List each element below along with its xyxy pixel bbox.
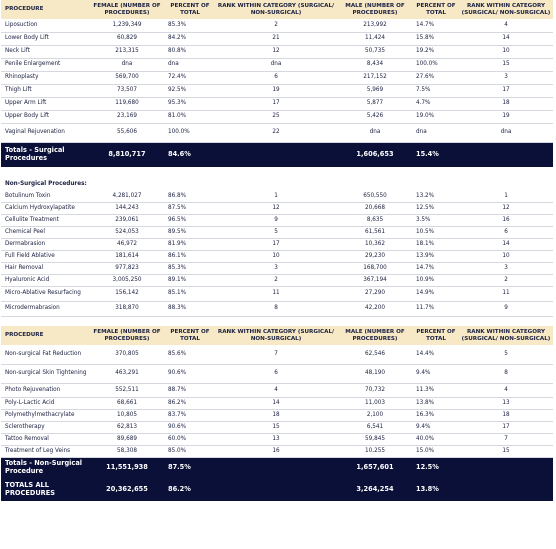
female-count: 55,606 <box>89 123 165 142</box>
header-female: FEMALE (NUMBER OF PROCEDURES) <box>89 326 165 345</box>
procedure-name: Neck Lift <box>1 45 89 58</box>
male-rank: 15 <box>459 58 553 71</box>
male-percent: 14.9% <box>413 286 459 301</box>
header-rank-male: RANK WITHIN CATEGORY (SURGICAL/ NON-SURGICAL) <box>459 0 553 19</box>
total-percent-female: 87.5% <box>165 457 215 478</box>
procedure-name: Sclerotherapy <box>1 421 89 433</box>
table-row <box>1 202 553 214</box>
header-percent-male: PERCENT OF TOTAL <box>413 0 459 19</box>
header-percent-female: PERCENT OF TOTAL <box>165 0 215 19</box>
female-rank: 18 <box>215 409 337 421</box>
male-rank: dna <box>459 123 553 142</box>
female-rank: 13 <box>215 433 337 445</box>
female-percent: 88.3% <box>165 301 215 316</box>
female-rank: 3 <box>215 262 337 274</box>
male-count: 8,635 <box>337 214 413 226</box>
male-count: 5,969 <box>337 84 413 97</box>
total-female: 11,551,938 <box>89 457 165 478</box>
procedure-name: Vaginal Rejuvenation <box>1 123 89 142</box>
male-rank: 10 <box>459 45 553 58</box>
procedure-name: Botulinum Toxin <box>1 190 89 202</box>
header-rank-female: RANK WITHIN CATEGORY (SURGICAL/ NON-SURGICAL) <box>215 326 337 345</box>
female-rank: 4 <box>215 383 337 397</box>
procedure-name: Photo Rejuvenation <box>1 383 89 397</box>
female-count: 213,315 <box>89 45 165 58</box>
male-rank: 8 <box>459 364 553 383</box>
male-rank: 1 <box>459 190 553 202</box>
male-count: 367,194 <box>337 274 413 286</box>
male-count: 61,561 <box>337 226 413 238</box>
male-percent: 10.5% <box>413 226 459 238</box>
female-rank: 2 <box>215 274 337 286</box>
procedure-name: Treatment of Leg Veins <box>1 445 89 457</box>
male-rank: 13 <box>459 397 553 409</box>
header-rank-female: RANK WITHIN CATEGORY (SURGICAL/ NON-SURGICAL) <box>215 0 337 19</box>
female-rank: 6 <box>215 364 337 383</box>
male-percent: 14.7% <box>413 19 459 32</box>
male-percent: 9.4% <box>413 364 459 383</box>
male-rank: 9 <box>459 301 553 316</box>
table-row <box>1 345 553 364</box>
male-rank: 3 <box>459 71 553 84</box>
female-rank: 22 <box>215 123 337 142</box>
table-row <box>1 123 553 142</box>
female-count: 23,169 <box>89 110 165 123</box>
male-rank: 5 <box>459 345 553 364</box>
procedure-name: Upper Arm Lift <box>1 97 89 110</box>
male-percent: 100.0% <box>413 58 459 71</box>
procedure-name: Liposuction <box>1 19 89 32</box>
table-row <box>1 262 553 274</box>
header-female: FEMALE (NUMBER OF PROCEDURES) <box>89 0 165 19</box>
table-row <box>1 238 553 250</box>
female-rank: 6 <box>215 71 337 84</box>
female-percent: 96.5% <box>165 214 215 226</box>
nonsurgical-section-title: Non-Surgical Procedures: <box>5 181 87 188</box>
nonsurgical-rows-2 <box>1 345 553 457</box>
nonsurgical-total-row <box>1 457 553 478</box>
procedure-name: Full Field Ablative <box>1 250 89 262</box>
total-percent-male: 15.4% <box>413 142 459 167</box>
female-percent: 83.7% <box>165 409 215 421</box>
table-row <box>1 286 553 301</box>
female-rank: 19 <box>215 84 337 97</box>
male-rank: 17 <box>459 84 553 97</box>
female-count: 552,511 <box>89 383 165 397</box>
procedure-name: Polymethylmethacrylate <box>1 409 89 421</box>
male-percent: 16.3% <box>413 409 459 421</box>
header-male: MALE (NUMBER OF PROCEDURES) <box>337 0 413 19</box>
male-count: 168,700 <box>337 262 413 274</box>
procedure-name: Lower Body Lift <box>1 32 89 45</box>
male-percent: 11.3% <box>413 383 459 397</box>
procedure-name: Calcium Hydroxylapatite <box>1 202 89 214</box>
female-rank: 17 <box>215 238 337 250</box>
male-percent: 15.0% <box>413 445 459 457</box>
male-count: 213,992 <box>337 19 413 32</box>
male-rank: 6 <box>459 226 553 238</box>
table-row <box>1 364 553 383</box>
female-percent: 85.6% <box>165 345 215 364</box>
female-count: dna <box>89 58 165 71</box>
female-count: 10,805 <box>89 409 165 421</box>
total-rank-male <box>459 142 553 167</box>
male-rank: 14 <box>459 238 553 250</box>
male-percent: 13.2% <box>413 190 459 202</box>
procedure-name: Dermabrasion <box>1 238 89 250</box>
male-count: 27,290 <box>337 286 413 301</box>
table-row <box>1 58 553 71</box>
procedure-name: Chemical Peel <box>1 226 89 238</box>
table-row <box>1 445 553 457</box>
nonsurgical-rows-1 <box>1 190 553 316</box>
female-count: 58,308 <box>89 445 165 457</box>
female-count: 62,813 <box>89 421 165 433</box>
female-rank: 7 <box>215 345 337 364</box>
male-count: 10,255 <box>337 445 413 457</box>
total-label: Totals - Surgical Procedures <box>1 142 89 167</box>
male-count: 2,100 <box>337 409 413 421</box>
female-rank: 9 <box>215 214 337 226</box>
female-percent: 88.7% <box>165 383 215 397</box>
male-count: 42,200 <box>337 301 413 316</box>
female-count: 144,243 <box>89 202 165 214</box>
male-rank: 16 <box>459 214 553 226</box>
female-rank: 17 <box>215 97 337 110</box>
grand-total-percent-male: 13.8% <box>413 478 459 501</box>
female-percent: 60.0% <box>165 433 215 445</box>
male-rank: 3 <box>459 262 553 274</box>
female-percent: 86.8% <box>165 190 215 202</box>
female-count: 46,972 <box>89 238 165 250</box>
male-percent: 10.9% <box>413 274 459 286</box>
female-count: 68,661 <box>89 397 165 409</box>
female-count: 181,614 <box>89 250 165 262</box>
female-count: 524,053 <box>89 226 165 238</box>
female-count: 463,291 <box>89 364 165 383</box>
male-rank: 18 <box>459 409 553 421</box>
female-rank: 8 <box>215 301 337 316</box>
male-count: 8,434 <box>337 58 413 71</box>
female-count: 569,700 <box>89 71 165 84</box>
table-row <box>1 250 553 262</box>
table-row <box>1 32 553 45</box>
total-female: 8,810,717 <box>89 142 165 167</box>
male-rank: 2 <box>459 274 553 286</box>
male-count: 20,668 <box>337 202 413 214</box>
table-header <box>1 0 553 19</box>
female-count: 89,689 <box>89 433 165 445</box>
table-row <box>1 71 553 84</box>
table-header-2 <box>1 326 553 345</box>
female-count: 239,061 <box>89 214 165 226</box>
procedure-name: Cellulite Treatment <box>1 214 89 226</box>
female-percent: 85.1% <box>165 286 215 301</box>
female-rank: dna <box>215 58 337 71</box>
table-row <box>1 226 553 238</box>
female-rank: 25 <box>215 110 337 123</box>
female-rank: 15 <box>215 421 337 433</box>
table-row <box>1 190 553 202</box>
female-percent: 86.1% <box>165 250 215 262</box>
procedure-name: Tattoo Removal <box>1 433 89 445</box>
total-male: 1,657,601 <box>337 457 413 478</box>
female-percent: 89.5% <box>165 226 215 238</box>
header-rank-male: RANK WITHIN CATEGORY (SURGICAL/ NON-SURGICAL) <box>459 326 553 345</box>
table-row <box>1 45 553 58</box>
total-rank-female <box>215 142 337 167</box>
female-percent: 85.3% <box>165 262 215 274</box>
table-row <box>1 383 553 397</box>
female-percent: 84.2% <box>165 32 215 45</box>
total-label: Totals - Non-Surgical Procedure <box>1 457 89 478</box>
female-rank: 2 <box>215 19 337 32</box>
male-percent: 27.6% <box>413 71 459 84</box>
total-percent-female: 84.6% <box>165 142 215 167</box>
procedures-table <box>1 0 553 501</box>
male-percent: 13.9% <box>413 250 459 262</box>
male-rank: 14 <box>459 32 553 45</box>
male-count: 50,735 <box>337 45 413 58</box>
male-percent: 4.7% <box>413 97 459 110</box>
male-count: 11,424 <box>337 32 413 45</box>
male-percent: 3.5% <box>413 214 459 226</box>
table-row <box>1 97 553 110</box>
female-percent: dna <box>165 58 215 71</box>
male-percent: 14.7% <box>413 262 459 274</box>
female-count: 156,142 <box>89 286 165 301</box>
female-rank: 1 <box>215 190 337 202</box>
total-male: 1,606,653 <box>337 142 413 167</box>
male-percent: 13.8% <box>413 397 459 409</box>
male-rank: 17 <box>459 421 553 433</box>
female-count: 1,239,349 <box>89 19 165 32</box>
grand-total-rank-female <box>215 478 337 501</box>
grand-total-rank-male <box>459 478 553 501</box>
female-count: 73,507 <box>89 84 165 97</box>
grand-total-female: 20,362,655 <box>89 478 165 501</box>
table-row <box>1 110 553 123</box>
procedure-name: Micro-Ablative Resurfacing <box>1 286 89 301</box>
male-count: 48,190 <box>337 364 413 383</box>
male-count: 650,550 <box>337 190 413 202</box>
table-row <box>1 84 553 97</box>
female-percent: 89.1% <box>165 274 215 286</box>
female-rank: 14 <box>215 397 337 409</box>
male-percent: 12.5% <box>413 202 459 214</box>
female-percent: 90.6% <box>165 421 215 433</box>
male-percent: 19.2% <box>413 45 459 58</box>
female-percent: 85.3% <box>165 19 215 32</box>
male-count: 11,003 <box>337 397 413 409</box>
male-count: 29,230 <box>337 250 413 262</box>
male-count: 5,426 <box>337 110 413 123</box>
table-row <box>1 274 553 286</box>
male-percent: dna <box>413 123 459 142</box>
table-row <box>1 433 553 445</box>
male-rank: 4 <box>459 383 553 397</box>
spacer-row <box>1 316 553 326</box>
female-rank: 10 <box>215 250 337 262</box>
procedure-name: Thigh Lift <box>1 84 89 97</box>
female-percent: 95.3% <box>165 97 215 110</box>
header-male: MALE (NUMBER OF PROCEDURES) <box>337 326 413 345</box>
grand-total-percent-female: 86.2% <box>165 478 215 501</box>
section-heading-row <box>1 179 553 190</box>
male-rank: 7 <box>459 433 553 445</box>
header-procedure: PROCEDURE <box>1 0 89 19</box>
female-percent: 86.2% <box>165 397 215 409</box>
total-rank-female <box>215 457 337 478</box>
male-rank: 18 <box>459 97 553 110</box>
female-percent: 100.0% <box>165 123 215 142</box>
male-count: 62,546 <box>337 345 413 364</box>
female-count: 60,829 <box>89 32 165 45</box>
table-row <box>1 397 553 409</box>
grand-total-label: TOTALS ALL PROCEDURES <box>1 478 89 501</box>
table-row <box>1 409 553 421</box>
grand-total-male: 3,264,254 <box>337 478 413 501</box>
procedure-name: Poly-L-Lactic Acid <box>1 397 89 409</box>
table-row <box>1 301 553 316</box>
male-percent: 11.7% <box>413 301 459 316</box>
female-count: 318,870 <box>89 301 165 316</box>
male-percent: 15.8% <box>413 32 459 45</box>
procedure-name: Upper Body Lift <box>1 110 89 123</box>
female-rank: 16 <box>215 445 337 457</box>
table-row <box>1 19 553 32</box>
total-percent-male: 12.5% <box>413 457 459 478</box>
male-percent: 9.4% <box>413 421 459 433</box>
male-rank: 10 <box>459 250 553 262</box>
female-percent: 85.0% <box>165 445 215 457</box>
male-rank: 19 <box>459 110 553 123</box>
female-rank: 12 <box>215 202 337 214</box>
surgical-total-row <box>1 142 553 167</box>
male-count: 5,877 <box>337 97 413 110</box>
male-count: dna <box>337 123 413 142</box>
male-percent: 18.1% <box>413 238 459 250</box>
male-rank: 15 <box>459 445 553 457</box>
female-percent: 81.0% <box>165 110 215 123</box>
female-count: 4,281,027 <box>89 190 165 202</box>
female-rank: 11 <box>215 286 337 301</box>
female-count: 977,823 <box>89 262 165 274</box>
female-count: 3,005,250 <box>89 274 165 286</box>
male-count: 217,152 <box>337 71 413 84</box>
procedure-name: Hair Removal <box>1 262 89 274</box>
female-percent: 90.6% <box>165 364 215 383</box>
table-row <box>1 214 553 226</box>
male-percent: 19.0% <box>413 110 459 123</box>
male-percent: 14.4% <box>413 345 459 364</box>
female-rank: 5 <box>215 226 337 238</box>
female-percent: 72.4% <box>165 71 215 84</box>
male-count: 70,732 <box>337 383 413 397</box>
header-procedure: PROCEDURE <box>1 326 89 345</box>
male-percent: 7.5% <box>413 84 459 97</box>
male-rank: 11 <box>459 286 553 301</box>
male-count: 10,362 <box>337 238 413 250</box>
male-percent: 40.0% <box>413 433 459 445</box>
female-rank: 12 <box>215 45 337 58</box>
female-percent: 80.8% <box>165 45 215 58</box>
procedure-name: Non-surgical Skin Tightening <box>1 364 89 383</box>
male-rank: 4 <box>459 19 553 32</box>
female-percent: 81.9% <box>165 238 215 250</box>
surgical-rows <box>1 19 553 142</box>
female-percent: 92.5% <box>165 84 215 97</box>
male-count: 59,845 <box>337 433 413 445</box>
male-count: 6,541 <box>337 421 413 433</box>
procedure-name: Penile Enlargement <box>1 58 89 71</box>
table-row <box>1 421 553 433</box>
total-rank-male <box>459 457 553 478</box>
procedure-name: Non-surgical Fat Reduction <box>1 345 89 364</box>
procedure-name: Rhinoplasty <box>1 71 89 84</box>
header-percent-male: PERCENT OF TOTAL <box>413 326 459 345</box>
female-count: 119,680 <box>89 97 165 110</box>
female-count: 370,805 <box>89 345 165 364</box>
female-rank: 21 <box>215 32 337 45</box>
grand-total-row <box>1 478 553 501</box>
header-percent-female: PERCENT OF TOTAL <box>165 326 215 345</box>
female-percent: 87.5% <box>165 202 215 214</box>
procedure-name: Hyaluronic Acid <box>1 274 89 286</box>
procedure-name: Microdermabrasion <box>1 301 89 316</box>
spacer-row <box>1 167 553 179</box>
male-rank: 12 <box>459 202 553 214</box>
